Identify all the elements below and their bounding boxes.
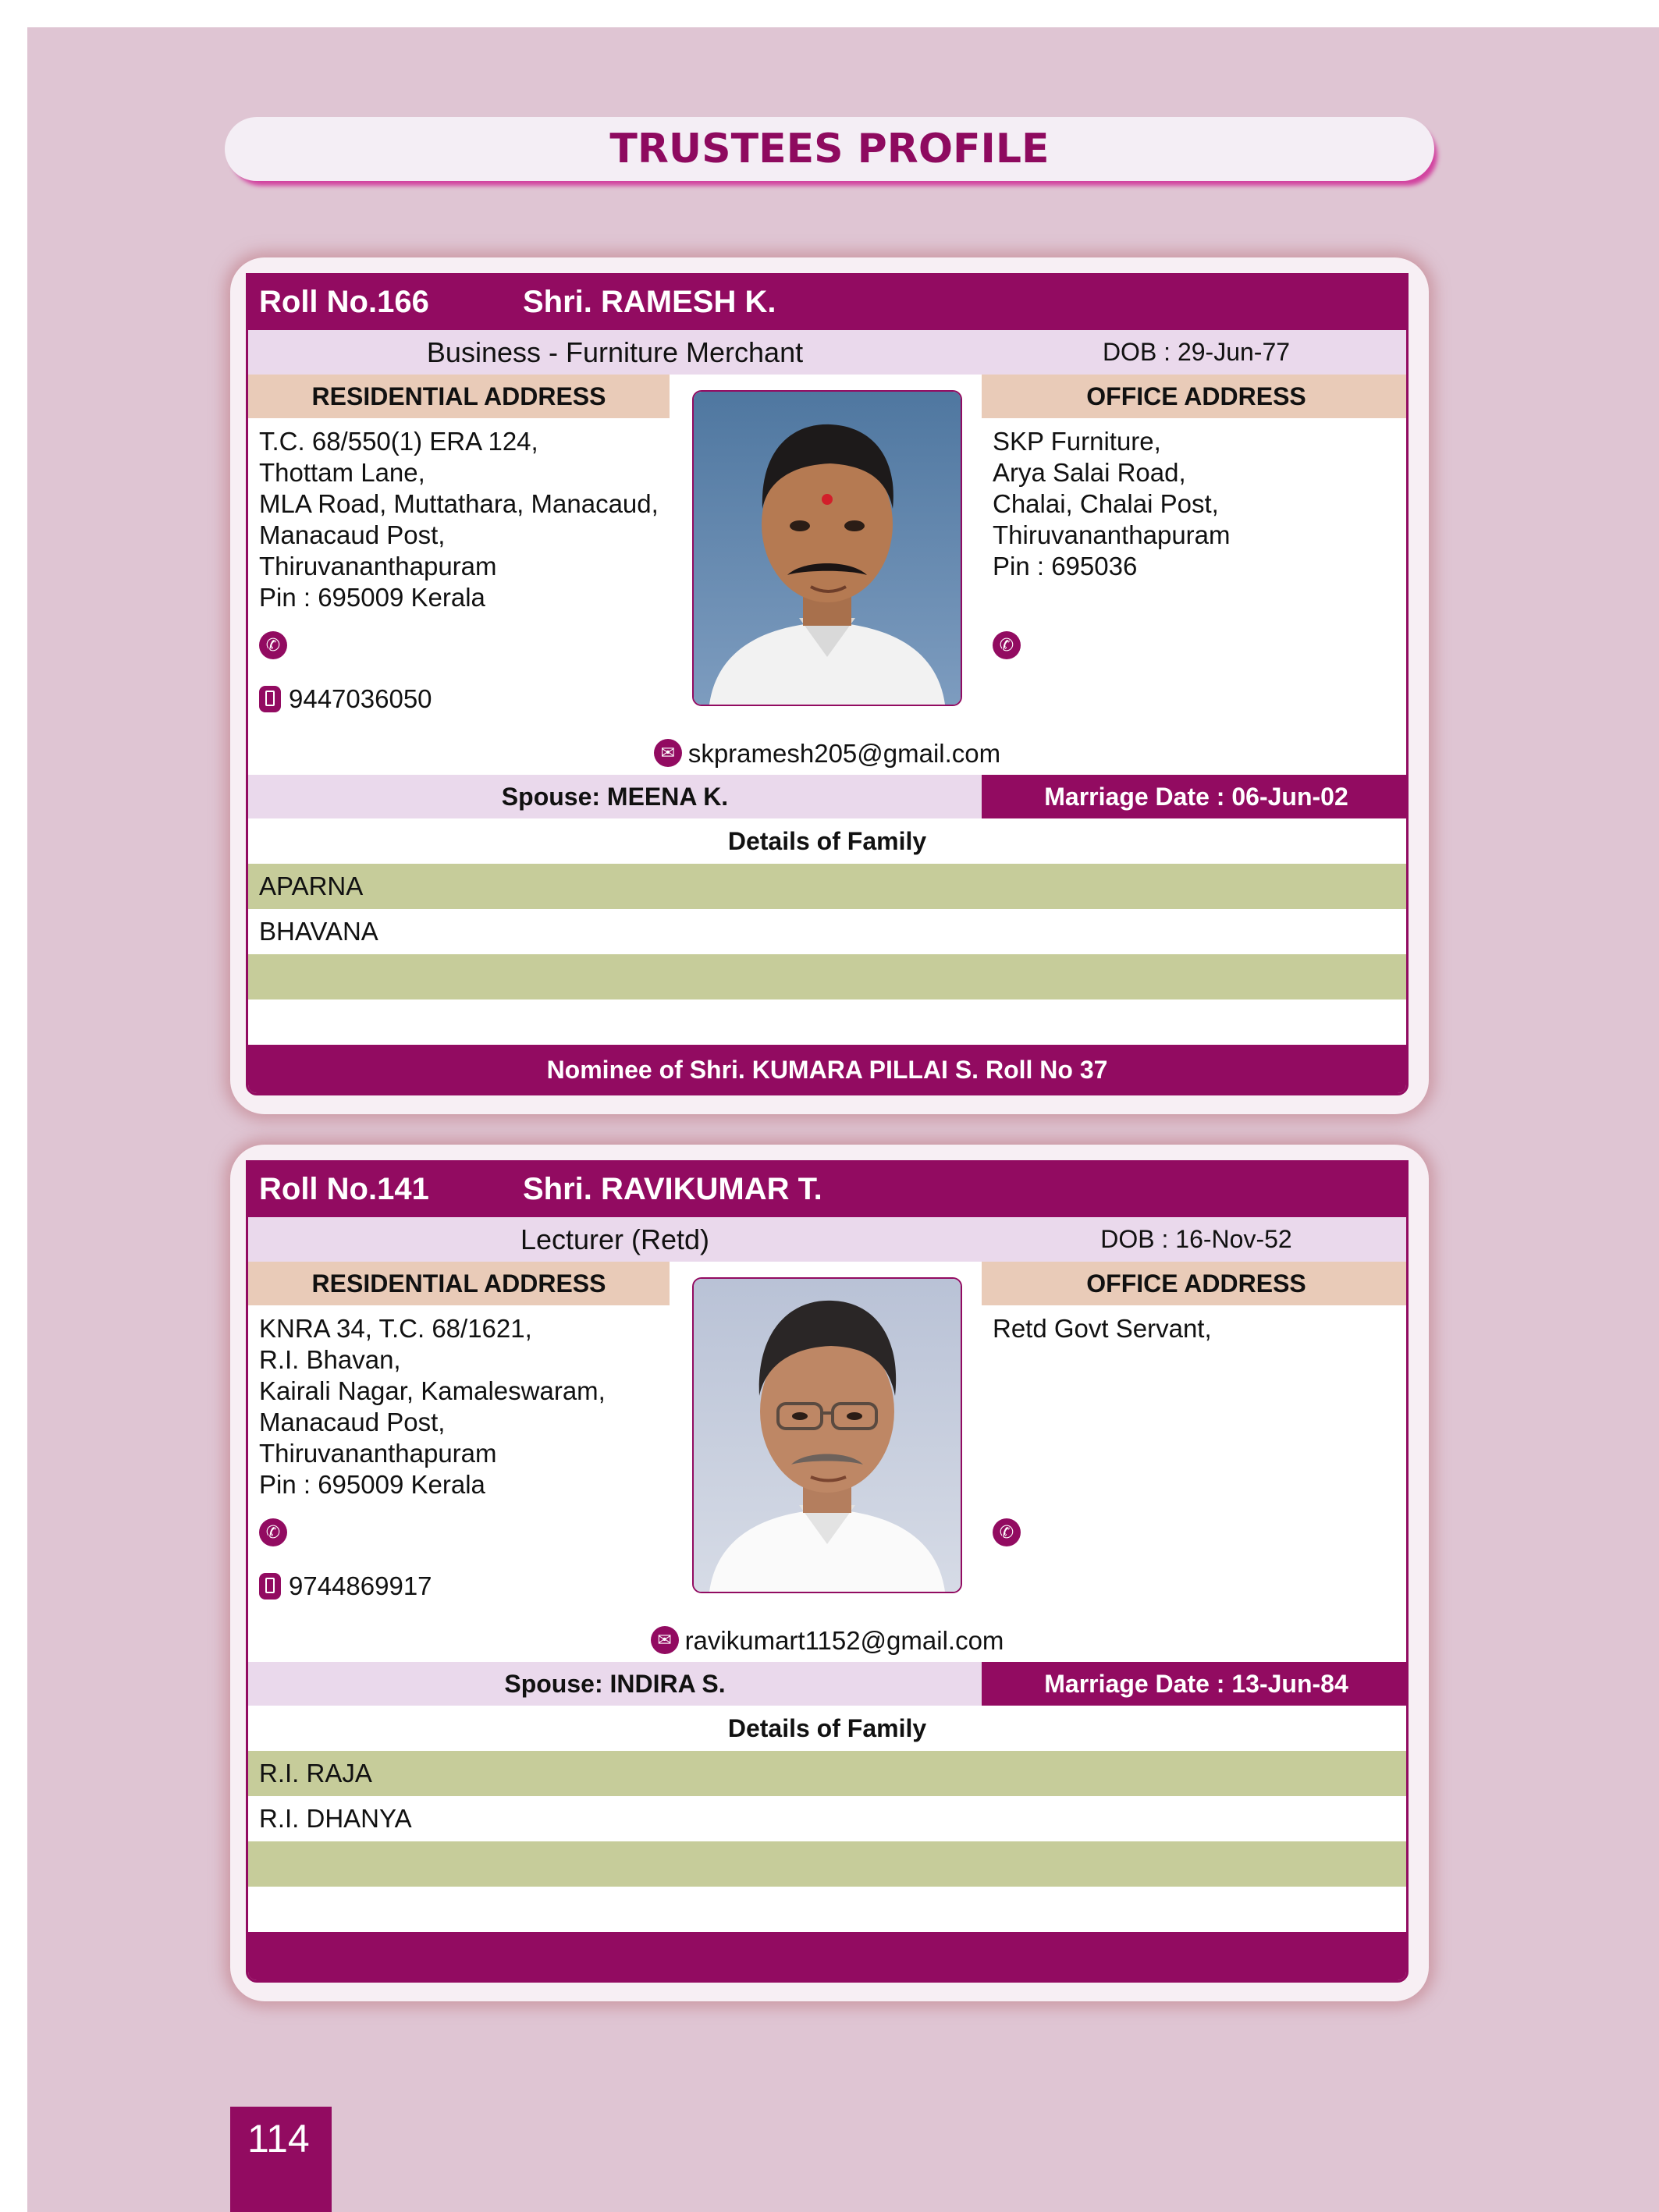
- date-of-birth: DOB : 29-Jun-77: [1102, 338, 1291, 366]
- mobile-icon: [259, 1573, 281, 1600]
- address-line: Arya Salai Road,: [993, 458, 1186, 487]
- address-line: Pin : 695009 Kerala: [259, 583, 485, 612]
- portrait-illustration: [694, 1279, 961, 1592]
- occupation: Lecturer (Retd): [520, 1223, 710, 1255]
- email-address[interactable]: ravikumart1152@gmail.com: [684, 1626, 1004, 1655]
- email-icon: [654, 739, 682, 767]
- mobile-number-line: [259, 684, 432, 714]
- page-number: 114: [247, 2117, 310, 2161]
- page-number-tab: [230, 2107, 332, 2212]
- spouse-name: Spouse: INDIRA S.: [248, 1662, 982, 1706]
- address-line: Manacaud Post,: [259, 1408, 446, 1436]
- family-member-row: R.I. DHANYA: [259, 1804, 412, 1833]
- nominee-footer: [248, 1932, 1406, 1983]
- address-line: KNRA 34, T.C. 68/1621,: [259, 1314, 532, 1343]
- trustee-photo: [692, 390, 962, 706]
- profile-header: [248, 1163, 1406, 1217]
- address-line: SKP Furniture,: [993, 427, 1161, 456]
- roll-number: Roll No.141: [259, 1172, 429, 1206]
- page-title: TRUSTEES PROFILE: [609, 126, 1050, 172]
- office-address: [993, 1313, 1398, 1344]
- family-member-row: R.I. RAJA: [248, 1751, 1406, 1796]
- occupation: Business - Furniture Merchant: [426, 336, 804, 368]
- mobile-icon: [259, 686, 281, 712]
- address-line: Thottam Lane,: [259, 458, 425, 487]
- profession-band: [248, 1217, 1406, 1262]
- residential-address-header: RESIDENTIAL ADDRESS: [248, 375, 670, 418]
- family-member-row: [248, 954, 1406, 999]
- family-member-row: BHAVANA: [259, 917, 378, 946]
- spouse-name: Spouse: MEENA K.: [248, 775, 982, 818]
- mobile-number: 9744869917: [289, 1571, 432, 1600]
- office-address: [993, 426, 1398, 582]
- family-member-row: [248, 1887, 1406, 1932]
- residential-address: [259, 1313, 665, 1500]
- address-line: MLA Road, Muttathara, Manacaud,: [259, 489, 659, 518]
- residential-address-header: RESIDENTIAL ADDRESS: [248, 1262, 670, 1305]
- family-member-row: [248, 999, 1406, 1045]
- profession-band: [248, 330, 1406, 375]
- email-line: [248, 1626, 1406, 1656]
- page-title-banner: [225, 117, 1434, 181]
- roll-number: Roll No.166: [259, 285, 429, 319]
- email-icon: [651, 1626, 679, 1654]
- family-member-row: [248, 1841, 1406, 1887]
- family-member-row: APARNA: [248, 864, 1406, 909]
- address-line: R.I. Bhavan,: [259, 1345, 401, 1374]
- email-address[interactable]: skpramesh205@gmail.com: [687, 739, 1001, 768]
- address-line: Retd Govt Servant,: [993, 1314, 1212, 1343]
- phone-icon: ✆: [259, 1518, 287, 1546]
- mobile-number-line: [259, 1571, 432, 1601]
- phone-icon: ✆: [993, 631, 1021, 659]
- family-details-title: Details of Family: [727, 827, 927, 855]
- family-details-title: Details of Family: [727, 1714, 927, 1742]
- address-line: Kairali Nagar, Kamaleswaram,: [259, 1376, 606, 1405]
- office-address-header: OFFICE ADDRESS: [982, 1262, 1409, 1305]
- portrait-illustration: [694, 392, 961, 705]
- nominee-footer: Nominee of Shri. KUMARA PILLAI S. Roll No 37: [248, 1045, 1406, 1095]
- profile-header: [248, 275, 1406, 330]
- date-of-birth: DOB : 16-Nov-52: [1100, 1225, 1292, 1253]
- address-line: Chalai, Chalai Post,: [993, 489, 1219, 518]
- address-line: Thiruvananthapuram: [259, 1439, 497, 1468]
- marriage-date: Marriage Date : 06-Jun-02: [982, 775, 1409, 818]
- address-line: Pin : 695009 Kerala: [259, 1470, 485, 1499]
- phone-icon: ✆: [993, 1518, 1021, 1546]
- marriage-date: Marriage Date : 13-Jun-84: [982, 1662, 1409, 1706]
- mobile-number: 9447036050: [289, 684, 432, 713]
- address-line: Manacaud Post,: [259, 520, 446, 549]
- profile-card-body: [246, 1160, 1409, 1983]
- office-address-header: OFFICE ADDRESS: [982, 375, 1409, 418]
- phone-icon: ✆: [259, 631, 287, 659]
- email-line: [248, 739, 1406, 769]
- profile-card-body: [246, 273, 1409, 1095]
- address-line: Pin : 695036: [993, 552, 1138, 581]
- trustee-name: Shri. RAVIKUMAR T.: [523, 1172, 822, 1206]
- trustee-name: Shri. RAMESH K.: [523, 285, 776, 319]
- profile-card-1: [230, 257, 1429, 1114]
- address-line: T.C. 68/550(1) ERA 124,: [259, 427, 538, 456]
- profile-card-2: [230, 1145, 1429, 2001]
- residential-address: [259, 426, 665, 613]
- address-line: Thiruvananthapuram: [993, 520, 1231, 549]
- trustee-photo: [692, 1277, 962, 1593]
- address-line: Thiruvananthapuram: [259, 552, 497, 581]
